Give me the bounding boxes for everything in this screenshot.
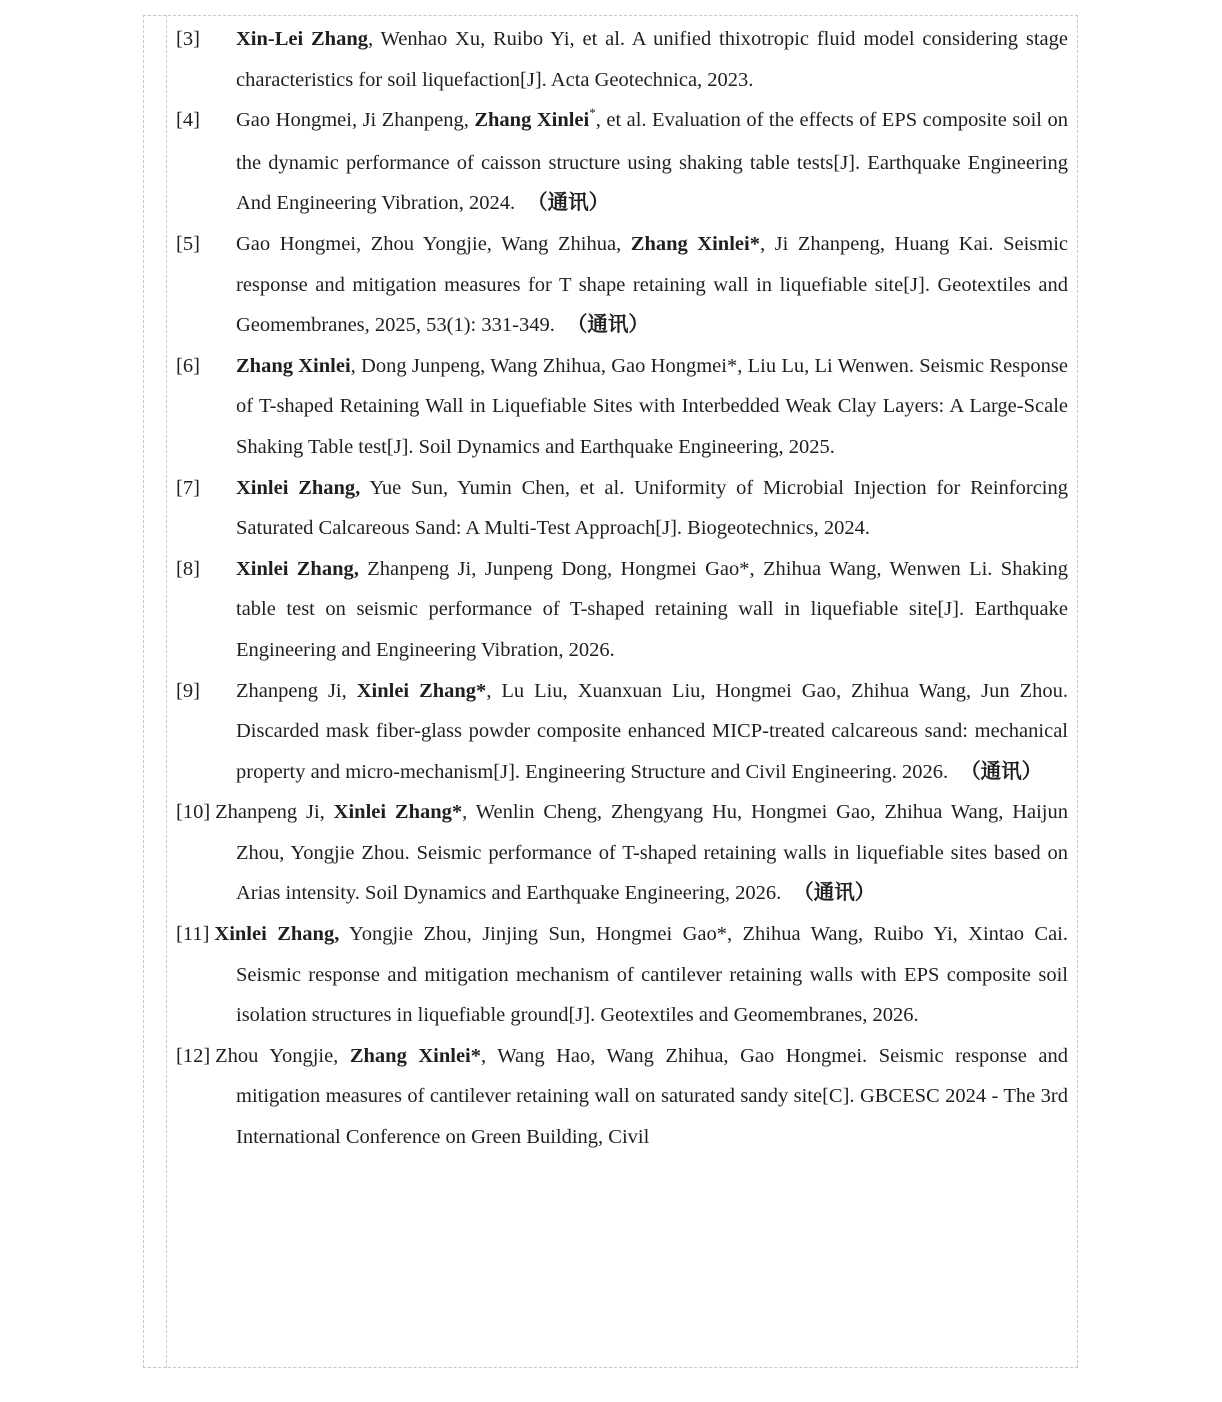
reference-text: Gao Hongmei, Zhou Yongjie, Wang Zhihua, <box>236 232 631 255</box>
corresponding-author-badge: （通讯） <box>793 881 876 905</box>
reference-list <box>176 19 1068 1158</box>
reference-number: [9] <box>176 679 200 702</box>
reference-item <box>176 224 1068 346</box>
corresponding-author-badge: （通讯） <box>960 759 1043 783</box>
reference-text: Zhou Yongjie, <box>215 1044 350 1067</box>
reference-item <box>176 671 1068 793</box>
reference-item <box>176 100 1068 224</box>
reference-text: , Wenhao Xu, Ruibo Yi, et al. A unified thixotropic fluid model considering stage characteristics for soil liquefaction[J]. Acta Geotechnica, 2023. <box>236 28 1068 91</box>
reference-number: [12] <box>176 1044 211 1067</box>
author-name-highlight: Zhang Xinlei <box>236 354 351 377</box>
corresponding-author-badge: （通讯） <box>566 313 649 337</box>
author-name-highlight: Xinlei Zhang, <box>236 476 361 499</box>
reference-number: [6] <box>176 354 200 377</box>
reference-text: , Dong Junpeng, Wang Zhihua, Gao Hongmei*, Liu Lu, Li Wenwen. Seismic Response of T-shaped Retaining Wall in Liquefiable Sites with Interbedded Weak Clay Layers: A Large-Scale Shaking Table test[J]. Soil Dynamics and Earthquake Engineering, 2025. <box>236 354 1068 458</box>
reference-text: , Ji Zhanpeng, Huang Kai. Seismic response and mitigation measures for T shape retaining wall in liquefiable site[J]. Geotextiles and Geomembranes, 2025, 53(1): 331-349. <box>236 232 1068 337</box>
corresponding-asterisk: * <box>589 105 596 121</box>
reference-item <box>176 914 1068 1036</box>
reference-text: Yongjie Zhou, Jinjing Sun, Hongmei Gao*, Zhihua Wang, Ruibo Yi, Xintao Cai. Seismic response and mitigation mechanism of cantilever retaining walls with EPS composite soil isolation structures in liquefiable ground[J]. Geotextiles and Geomembranes, 2026. <box>236 923 1068 1027</box>
reference-text: , et al. Evaluation of the effects of EPS composite soil on the dynamic performance of caisson structure using shaking table tests[J]. Earthquake Engineering And Engineering Vibration, 2024. <box>236 109 1068 215</box>
reference-number: [4] <box>176 109 200 132</box>
corresponding-author-badge: （通讯） <box>527 191 610 215</box>
reference-number: [7] <box>176 476 200 499</box>
author-name-highlight: Xinlei Zhang, <box>214 923 340 946</box>
reference-item <box>176 346 1068 468</box>
reference-item <box>176 19 1068 100</box>
reference-item <box>176 1036 1068 1158</box>
author-name-highlight: Xinlei Zhang* <box>333 801 463 824</box>
reference-text: Zhanpeng Ji, <box>215 801 334 824</box>
reference-number: [11] <box>176 923 210 946</box>
reference-text: Yue Sun, Yumin Chen, et al. Uniformity of Microbial Injection for Reinforcing Saturated Calcareous Sand: A Multi-Test Approach[J]. Biogeotechnics, 2024. <box>236 476 1068 540</box>
gutter-boundary-line <box>166 15 167 1368</box>
reference-number: [10] <box>176 801 211 824</box>
reference-number: [3] <box>176 28 200 50</box>
author-name-highlight: Xinlei Zhang, <box>236 557 359 580</box>
reference-item <box>176 468 1068 549</box>
reference-text: , Wang Hao, Wang Zhihua, Gao Hongmei. Seismic response and mitigation measures of cantilever retaining wall on saturated sandy site[C]. GBCESC 2024 - The 3rd International Conference on Green Building, Civil <box>236 1044 1068 1149</box>
reference-text: Zhanpeng Ji, Junpeng Dong, Hongmei Gao*, Zhihua Wang, Wenwen Li. Shaking table test on seismic performance of T-shaped retaining wall in liquefiable site[J]. Earthquake Engineering and Engineering Vibration, 2026. <box>236 557 1068 661</box>
reference-item <box>176 792 1068 914</box>
reference-number: [8] <box>176 557 200 580</box>
reference-number: [5] <box>176 232 200 255</box>
reference-text: Zhanpeng Ji, <box>236 679 357 702</box>
reference-text: , Wenlin Cheng, Zhengyang Hu, Hongmei Gao, Zhihua Wang, Haijun Zhou, Yongjie Zhou. Seismic performance of T-shaped retaining walls in liquefiable sites based on Arias intensity. Soil Dynamics and Earthquake Engineering, 2026. <box>236 801 1068 905</box>
author-name-highlight: Zhang Xinlei* <box>630 232 760 255</box>
author-name-highlight: Xin-Lei Zhang <box>236 28 368 50</box>
reference-item <box>176 549 1068 671</box>
author-name-highlight: Xinlei Zhang* <box>356 679 487 702</box>
author-name-highlight: Zhang Xinlei <box>474 109 590 132</box>
reference-text: , Lu Liu, Xuanxuan Liu, Hongmei Gao, Zhihua Wang, Jun Zhou. Discarded mask fiber-glass powder composite enhanced MICP-treated calcareous sand: mechanical property and micro-mechanism[J]. Engineering Structure and Civil Engineering. 2026. <box>236 679 1068 783</box>
reference-text: Gao Hongmei, Ji Zhanpeng, <box>236 109 475 132</box>
author-name-highlight: Zhang Xinlei* <box>349 1044 481 1067</box>
